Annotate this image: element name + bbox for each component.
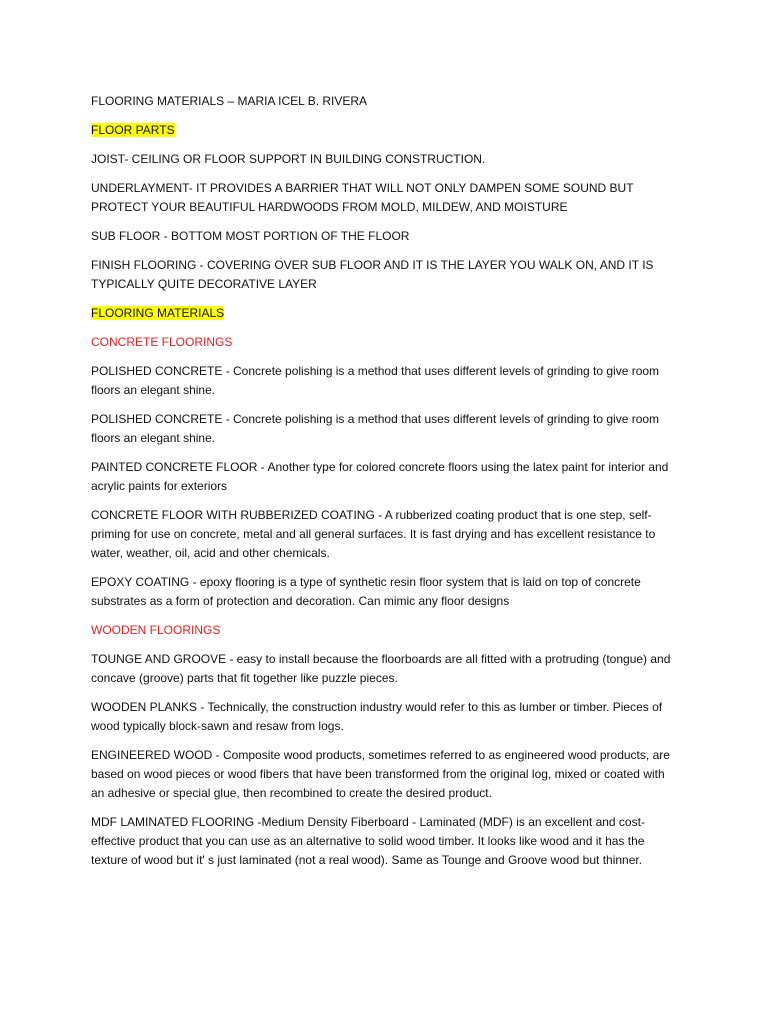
- concrete-item-rubberized: CONCRETE FLOOR WITH RUBBERIZED COATING - A rubberized coating product that is one step, self-priming for use on concrete, metal and all general surfaces. It is fast drying and has excellent resistance to water, weather, oil, acid and other chemicals.: [91, 508, 656, 560]
- document-title: FLOORING MATERIALS – MARIA ICEL B. RIVERA: [91, 94, 368, 108]
- flooring-materials-heading-line: [91, 304, 681, 323]
- wooden-item-mdf-laminated: MDF LAMINATED FLOORING -Medium Density Fiberboard - Laminated (MDF) is an excellent and cost-effective product that you can use as an alternative to solid wood timber. It looks like wood and it has the texture of wood but it' s just laminated (not a real wood). Same as Tounge and Groove wood but thinner.: [91, 815, 645, 867]
- concrete-item-polished-2: POLISHED CONCRETE - Concrete polishing is a method that uses different levels of grinding to give room floors an elegant shine.: [91, 412, 660, 445]
- concrete-item-polished-1: POLISHED CONCRETE - Concrete polishing is a method that uses different levels of grinding to give room floors an elegant shine.: [91, 364, 660, 397]
- floor-parts-item-joist: JOIST- CEILING OR FLOOR SUPPORT IN BUILDING CONSTRUCTION.: [91, 152, 486, 166]
- document-body: [91, 92, 681, 880]
- floor-parts-heading: FLOOR PARTS: [91, 123, 175, 137]
- wooden-floorings-heading: WOODEN FLOORINGS: [91, 623, 221, 637]
- floor-parts-item-underlayment: UNDERLAYMENT- IT PROVIDES A BARRIER THAT WILL NOT ONLY DAMPEN SOME SOUND BUT PROTECT YOUR BEAUTIFUL HARDWOODS FROM MOLD, MILDEW, AND MOISTURE: [91, 181, 634, 214]
- concrete-item-painted: PAINTED CONCRETE FLOOR - Another type for colored concrete floors using the latex paint for interior and acrylic paints for exteriors: [91, 460, 669, 493]
- concrete-item-epoxy: EPOXY COATING - epoxy flooring is a type of synthetic resin floor system that is laid on top of concrete substrates as a form of protection and decoration. Can mimic any floor designs: [91, 575, 641, 608]
- wooden-item-planks: WOODEN PLANKS - Technically, the construction industry would refer to this as lumber or timber. Pieces of wood typically block-sawn and resaw from logs.: [91, 700, 663, 733]
- flooring-materials-heading: FLOORING MATERIALS: [91, 306, 225, 320]
- concrete-floorings-heading: CONCRETE FLOORINGS: [91, 335, 233, 349]
- floor-parts-heading-line: [91, 121, 681, 140]
- floor-parts-item-sub-floor: SUB FLOOR - BOTTOM MOST PORTION OF THE FLOOR: [91, 229, 410, 243]
- wooden-item-tongue-groove: TOUNGE AND GROOVE - easy to install because the floorboards are all fitted with a protruding (tongue) and concave (groove) parts that fit together like puzzle pieces.: [91, 652, 671, 685]
- wooden-item-engineered: ENGINEERED WOOD - Composite wood products, sometimes referred to as engineered wood products, are based on wood pieces or wood fibers that have been transformed from the original log, mixed or coated with an adhesive or special glue, then recombined to create the desired product.: [91, 748, 670, 800]
- floor-parts-item-finish-flooring: FINISH FLOORING - COVERING OVER SUB FLOOR AND IT IS THE LAYER YOU WALK ON, AND IT IS TYPICALLY QUITE DECORATIVE LAYER: [91, 258, 654, 291]
